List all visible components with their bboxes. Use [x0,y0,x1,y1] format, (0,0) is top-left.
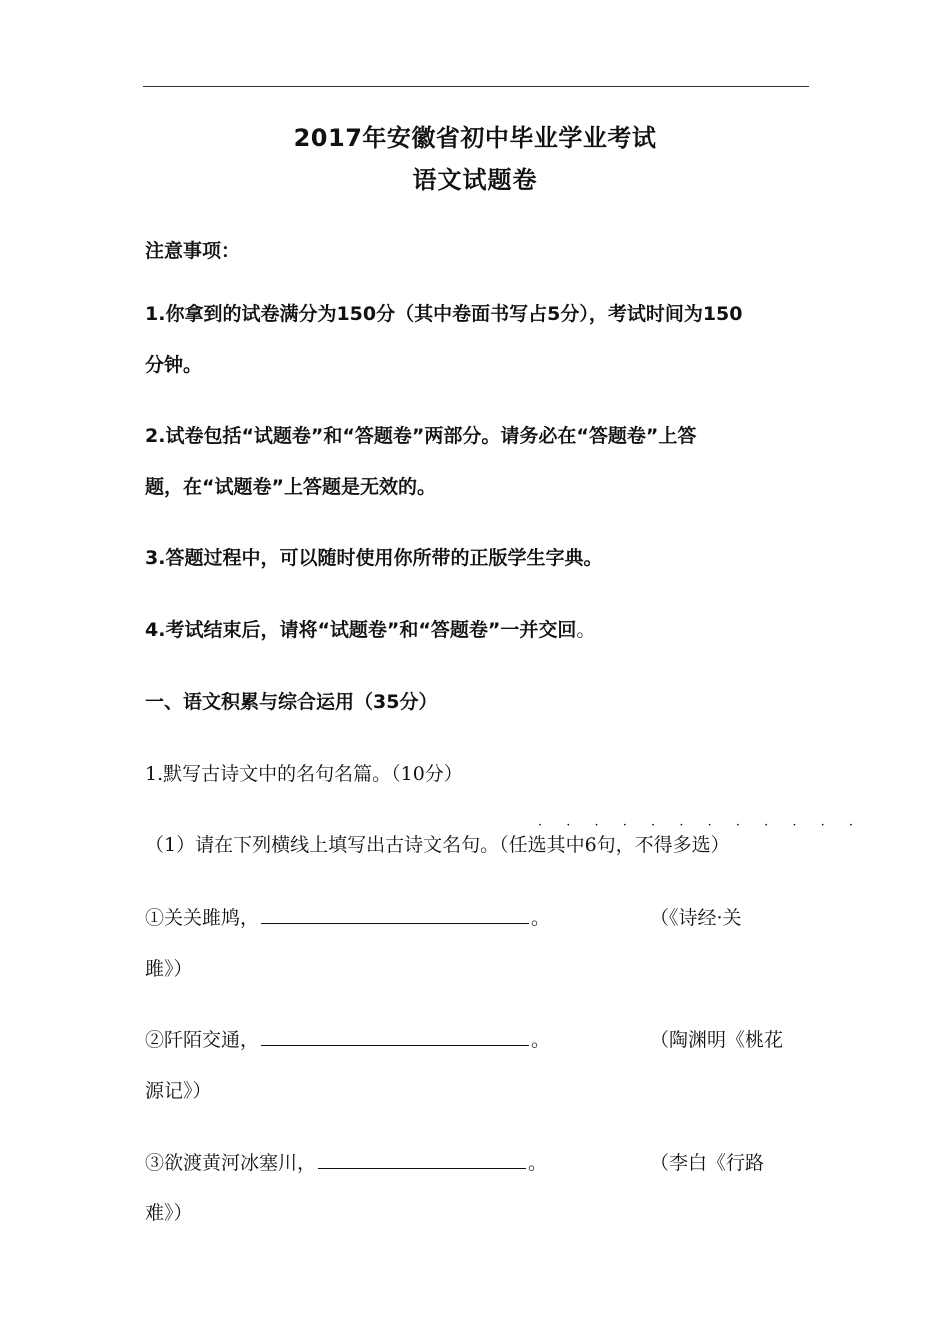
fill-item-3 [145,1148,547,1175]
notice-item-3: 3.答题过程中，可以随时使用你所带的正版学生字典。 [145,547,603,569]
fill-item-3-source: （李白《行路 [650,1152,765,1174]
fill-item-1-blank[interactable] [261,903,529,924]
fill-item-2-end: 。 [531,1029,551,1051]
notice-item-2-line-2: 题，在“试题卷”上答题是无效的。 [145,476,436,498]
notice-heading: 注意事项： [145,240,241,262]
notice-item-4-end: 。 [576,619,596,641]
fill-item-2 [145,1025,550,1052]
exam-title: 2017年安徽省初中毕业学业考试 [293,124,657,152]
fill-item-2-blank[interactable] [261,1025,529,1046]
fill-item-3-blank[interactable] [318,1148,526,1169]
question-1-sub-1: （1）请在下列横线上填写出古诗文名句。（任选其中6句，不得多选） [145,834,730,856]
section-1-heading: 一、语文积累与综合运用（35分） [145,691,438,713]
fill-item-1-source: （《诗经·关 [650,907,742,929]
fill-item-1-end: 。 [531,907,551,929]
fill-item-1 [145,903,550,930]
header-rule [143,86,809,87]
fill-item-3-end: 。 [528,1152,548,1174]
fill-item-2-source: （陶渊明《桃花 [650,1029,784,1051]
notice-item-4 [145,615,595,642]
exam-subtitle: 语文试题卷 [412,166,538,194]
fill-item-1-prompt: ①关关雎鸠， [145,907,260,929]
emphasis-dots: · · · · · · · · · · · · [538,818,864,833]
notice-item-1-line-1: 1.你拿到的试卷满分为150分（其中卷面书写占5分），考试时间为150 [145,303,743,325]
fill-item-2-prompt: ②阡陌交通， [145,1029,260,1051]
question-1: 1.默写古诗文中的名句名篇。（10分） [145,763,463,785]
fill-item-1-source-cont: 雎》） [145,958,193,980]
notice-item-2-line-1: 2.试卷包括“试题卷”和“答题卷”两部分。请务必在“答题卷”上答 [145,425,697,447]
notice-item-1-line-2: 分钟。 [145,354,203,376]
fill-item-3-source-cont: 难》） [145,1202,193,1224]
fill-item-2-source-cont: 源记》） [145,1080,212,1102]
notice-item-4-text: 4.考试结束后，请将“试题卷”和“答题卷”一并交回 [145,619,577,641]
fill-item-3-prompt: ③欲渡黄河冰塞川， [145,1152,317,1174]
